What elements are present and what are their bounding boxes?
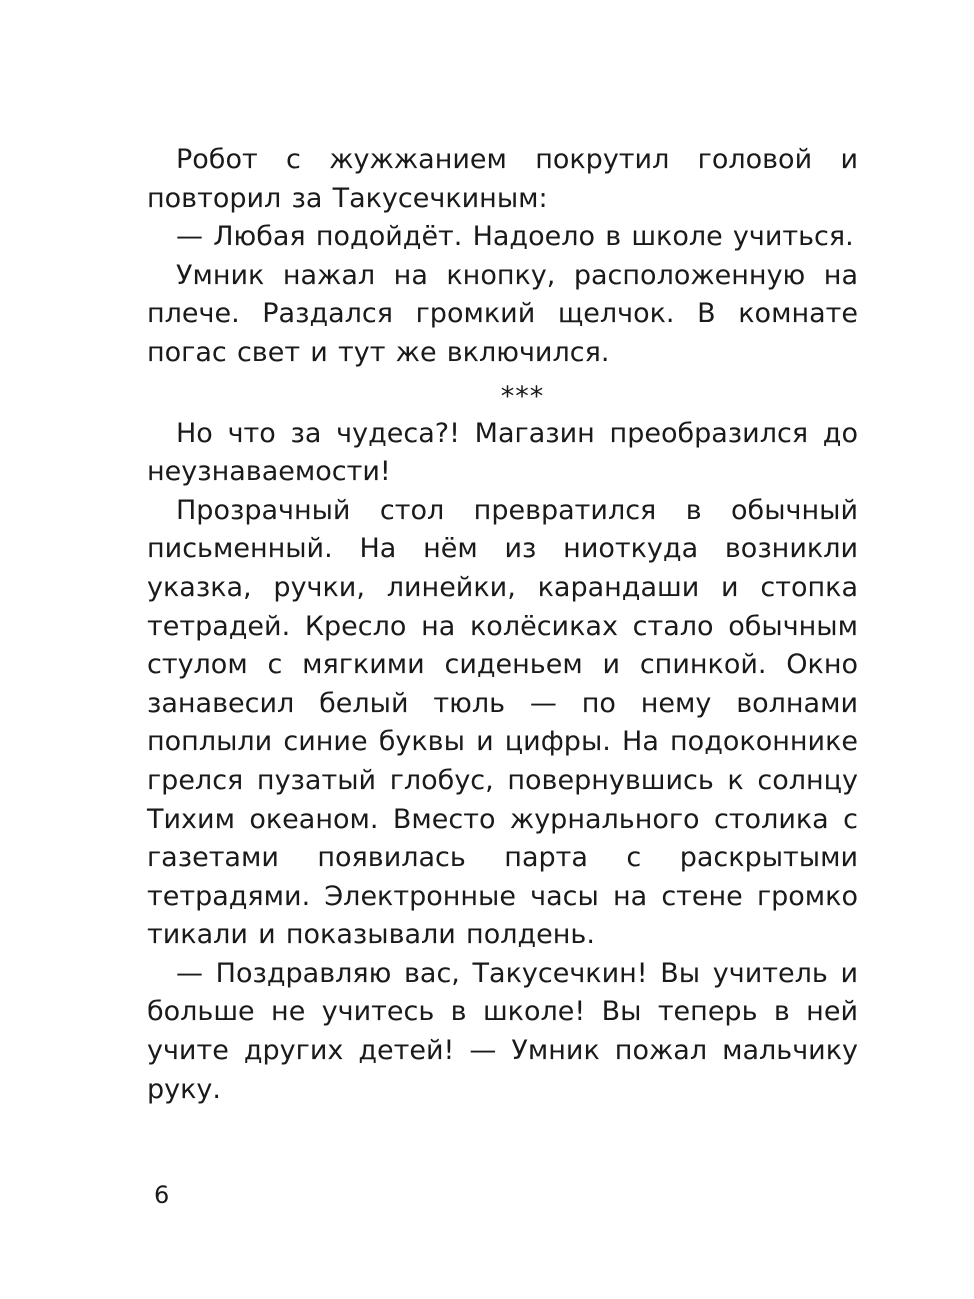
- paragraph: Но что за чудеса?! Магазин преобразился до неузнаваемости!: [147, 417, 858, 488]
- paragraph: — Поздравляю вас, Такусечкин! Вы учитель и больше не учитесь в школе! Вы теперь в ней учите других детей! — Умник пожал мальчику руку.: [147, 957, 858, 1105]
- paragraph: Робот с жужжанием покрутил головой и повторил за Такусечкиным:: [147, 144, 858, 214]
- paragraph: — Любая подойдёт. Надоело в школе учиться.: [176, 221, 854, 253]
- section-separator: ***: [500, 380, 545, 412]
- paragraph: Прозрачный стол превратился в обычный письменный. На нём из ниоткуда возникли указка, ручки, линейки, карандаши и стопка тетрадей. Кресло на колёсиках стало обычным стулом с мягкими сиденьем и спинкой. Окно занавесил белый тюль — по нему волнами поплыли синие буквы и цифры. На подоконнике грелся пузатый глобус, повернувшись к солнцу Тихим океаном. Вместо журнального столика с газетами появилась парта с раскрытыми тетрадями. Электронные часы на стене громко тикали и показывали полдень.: [147, 494, 858, 951]
- page-number: 6: [154, 1181, 170, 1209]
- page-body: [147, 141, 858, 1109]
- paragraph: Умник нажал на кнопку, расположенную на плече. Раздался громкий щелчок. В комнате погас свет и тут же включился.: [147, 259, 858, 368]
